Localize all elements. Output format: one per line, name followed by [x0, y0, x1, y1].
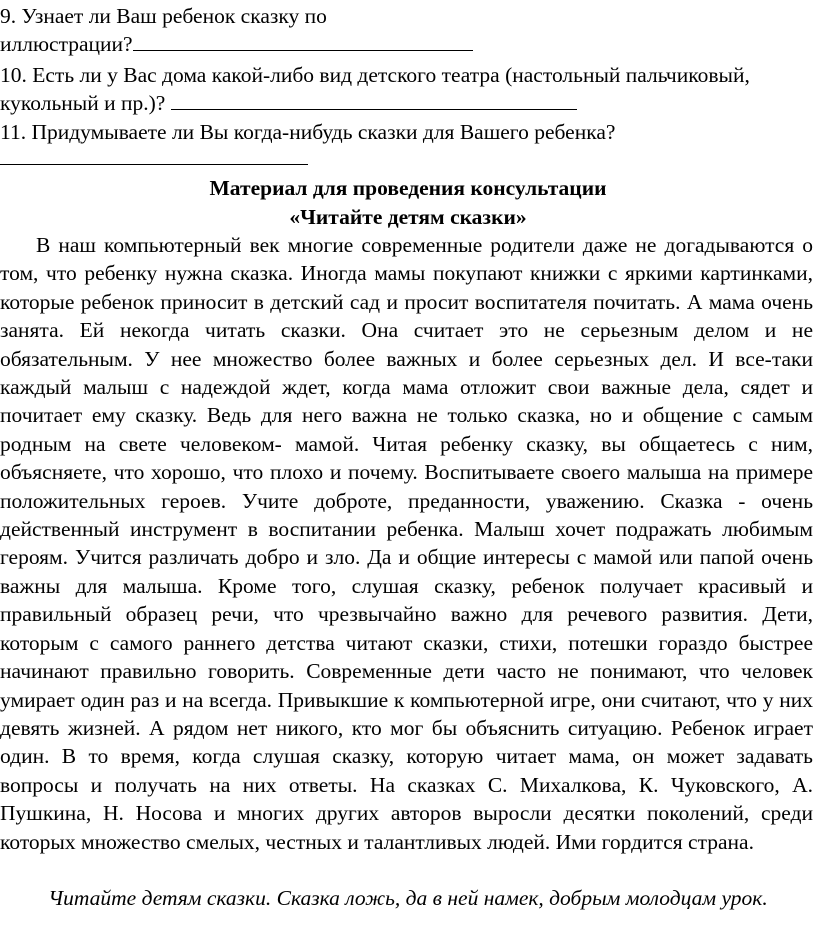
question-11-line-2	[0, 144, 308, 172]
question-9-line-2	[0, 30, 473, 58]
question-10-line-2	[0, 89, 577, 117]
consultation-heading: Материал для проведения консультации	[209, 176, 607, 200]
answer-blank-9[interactable]	[133, 30, 473, 51]
question-10-line-1: 10. Есть ли у Вас дома какой-либо вид детского театра (настольный пальчиковый,	[0, 63, 750, 87]
question-10-label: кукольный и пр.)?	[0, 91, 166, 115]
answer-blank-11[interactable]	[0, 144, 308, 165]
question-9-line-1: 9. Узнает ли Ваш ребенок сказку по	[0, 4, 327, 28]
question-11-line-1: 11. Придумываете ли Вы когда-нибудь сказки для Вашего ребенка?	[0, 120, 616, 144]
consultation-paragraph: В наш компьютерный век многие современные родители даже не догадываются о том, что ребенку нужна сказка. Иногда мамы покупают книжки с яркими картинками, которые ребенок приносит в детский сад и просит воспитателя почитать. А мама очень занята. Ей некогда читать сказки. Она считает это не серьезным делом и не обязательным. У нее множество более важных и более серьезных дел. И все-таки каждый малыш с надеждой ждет, когда мама отложит свои важные дела, сядет и почитает ему сказку. Ведь для него важна не только сказка, но и общение с самым родным на свете человеком- мамой. Читая ребенку сказку, вы общаетесь с ним, объясняете, что хорошо, что плохо и почему. Воспитываете своего малыша на примере положительных героев. Учите доброте, преданности, уважению. Сказка - очень действенный инструмент в воспитании ребенка. Малыш хочет подражать любимым героям. Учится различать добро и зло. Да и общие интересы с мамой или папой очень важны для малыша. Кроме того, слушая сказку, ребенок получает красивый и правильный образец речи, что чрезвычайно важно для речевого развития. Дети, которым с самого раннего детства читают сказки, стихи, потешки гораздо быстрее начинают правильно говорить. Современные дети часто не понимают, что человек умирает один раз и на всегда. Привыкшие к компьютерной игре, они считают, что у них девять жизней. А рядом нет никого, кто мог бы объяснить ситуацию. Ребенок играет один. В то время, когда слушая сказку, которую читает мама, он может задавать вопросы и получать на них ответы. На сказках С. Михалкова, К. Чуковского, А. Пушкина, Н. Носова и многих других авторов выросли десятки поколений, среди которых множество смелых, честных и талантливых людей. Ими гордится страна.	[0, 233, 813, 854]
consultation-subheading: «Читайте детям сказки»	[289, 205, 527, 229]
closing-proverb: Читайте детям сказки. Сказка ложь, да в ней намек, добрым молодцам урок.	[48, 886, 768, 910]
question-9-label: иллюстрации?	[0, 32, 133, 56]
answer-blank-10[interactable]	[171, 89, 577, 110]
